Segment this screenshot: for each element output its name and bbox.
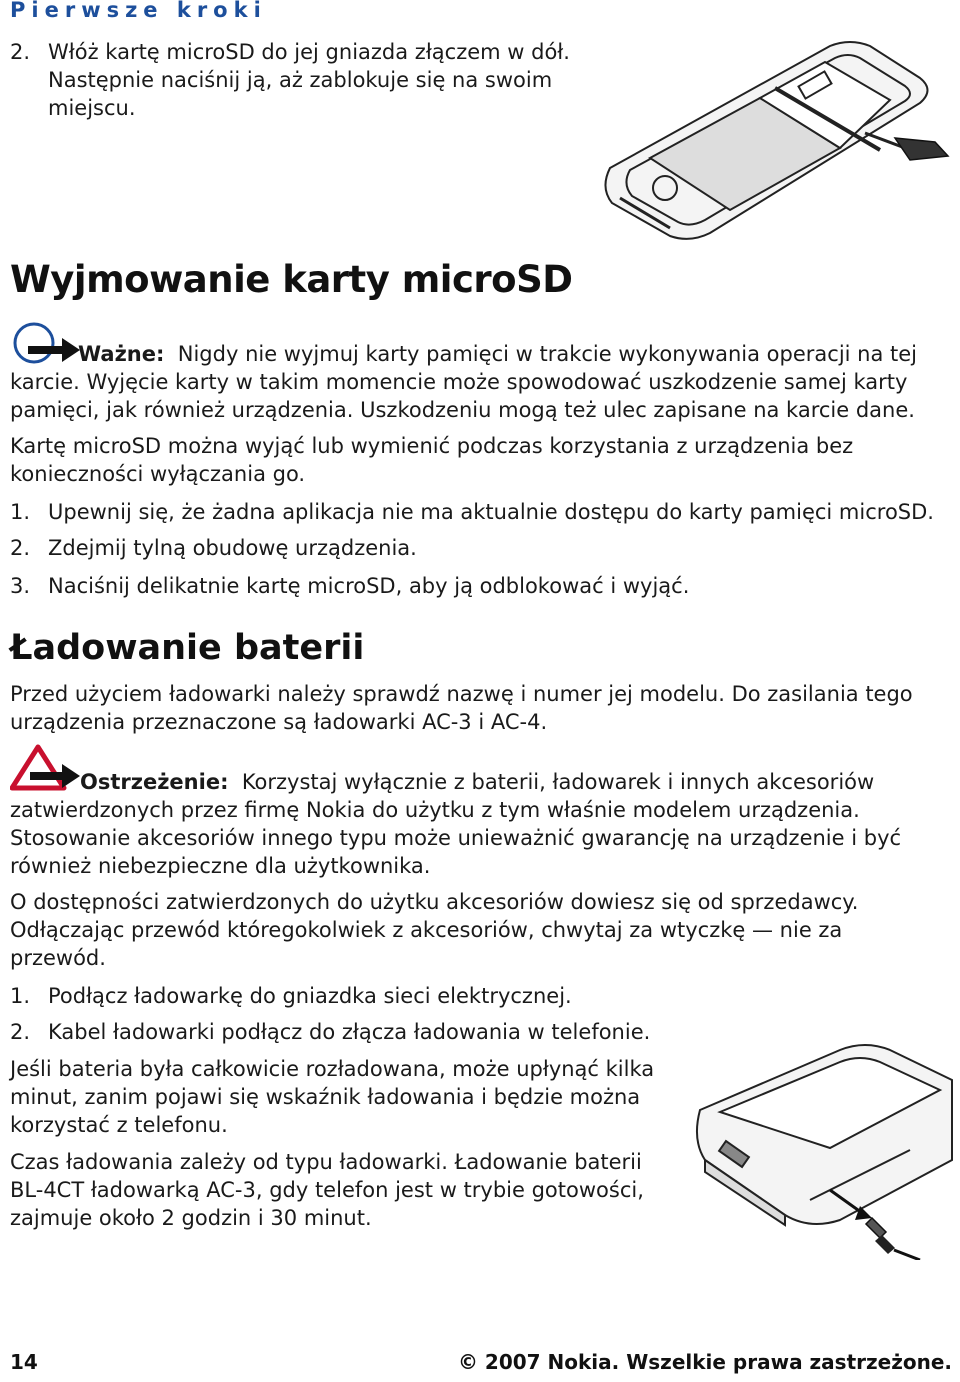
avail-line: O dostępności zatwierdzonych do użytku akcesoriów dowiesz się od sprzedawcy. <box>10 890 859 914</box>
step-line: miejscu. <box>48 96 136 120</box>
step-text: Naciśnij delikatnie kartę microSD, aby ją odblokować i wyjąć. <box>48 574 690 598</box>
step-number: 2. <box>10 536 31 560</box>
copyright: © 2007 Nokia. Wszelkie prawa zastrzeżone. <box>457 1350 952 1374</box>
step-text: Zdejmij tylną obudowę urządzenia. <box>48 536 417 560</box>
warning-note <box>80 768 874 796</box>
note-line: pamięci, jak również urządzenia. Uszkodzeniu mogą też ulec zapisane na karcie dane. <box>10 398 915 422</box>
section-title-remove: Wyjmowanie karty microSD <box>10 258 573 301</box>
warning-line: Stosowanie akcesoriów innego typu może unieważnić gwarancję na urządzenie i być <box>10 826 902 850</box>
warning-text: Korzystaj wyłącznie z baterii, ładowarek i innych akcesoriów <box>241 770 875 794</box>
warning-line: zatwierdzonych przez firmę Nokia do użytku z tym właśnie modelem urządzenia. <box>10 798 860 822</box>
time-line: zajmuje około 2 godzin i 30 minut. <box>10 1206 372 1230</box>
avail-line: Odłączając przewód któregokolwiek z akcesoriów, chwytaj za wtyczkę — nie za <box>10 918 843 942</box>
important-label: Ważne: <box>78 342 165 366</box>
empty-line: Jeśli bateria była całkowicie rozładowana, może upłynąć kilka <box>10 1057 655 1081</box>
charge-step <box>10 982 572 1010</box>
step-number: 2. <box>10 1020 31 1044</box>
avail-line: przewód. <box>10 946 106 970</box>
warning-line: również niebezpieczne dla użytkownika. <box>10 854 431 878</box>
important-icon <box>10 322 82 364</box>
note-line: karcie. Wyjęcie karty w takim momencie może spowodować uszkodzenie samej karty <box>10 370 908 394</box>
page-number: 14 <box>10 1350 38 1374</box>
intro-line: urządzenia przeznaczone są ładowarki AC-3 i AC-4. <box>10 710 548 734</box>
remove-step <box>10 534 417 562</box>
phone-microsd-illustration <box>590 38 960 248</box>
step-number: 3. <box>10 574 31 598</box>
para-line: konieczności wyłączania go. <box>10 462 306 486</box>
important-note <box>78 340 917 368</box>
step-number: 2. <box>10 40 31 64</box>
warning-icon <box>10 744 82 792</box>
step-line: Włóż kartę microSD do jej gniazda złączem w dół. <box>48 40 570 64</box>
step-number: 1. <box>10 984 31 1008</box>
time-line: Czas ładowania zależy od typu ładowarki. Ładowanie baterii <box>10 1150 642 1174</box>
step-text: Podłącz ładowarkę do gniazdka sieci elektrycznej. <box>48 984 572 1008</box>
empty-line: minut, zanim pojawi się wskaźnik ładowania i będzie można <box>10 1085 641 1109</box>
step-text: Kabel ładowarki podłącz do złącza ładowania w telefonie. <box>48 1020 651 1044</box>
para-line: Kartę microSD można wyjąć lub wymienić podczas korzystania z urządzenia bez <box>10 434 854 458</box>
phone-charger-illustration <box>690 1040 958 1260</box>
important-text: Nigdy nie wyjmuj karty pamięci w trakcie wykonywania operacji na tej <box>177 342 918 366</box>
empty-line: korzystać z telefonu. <box>10 1113 228 1137</box>
intro-line: Przed użyciem ładowarki należy sprawdź nazwę i numer jej modelu. Do zasilania tego <box>10 682 913 706</box>
section-title-charge: Ładowanie baterii <box>10 628 365 668</box>
remove-step <box>10 498 934 526</box>
insert-step <box>10 38 570 66</box>
step-line: Następnie naciśnij ją, aż zablokuje się na swoim <box>48 68 553 92</box>
charge-step <box>10 1018 650 1046</box>
section-header: Pierwsze kroki <box>10 0 267 22</box>
step-text: Upewnij się, że żadna aplikacja nie ma aktualnie dostępu do karty pamięci microSD. <box>48 500 934 524</box>
time-line: BL-4CT ładowarką AC-3, gdy telefon jest w trybie gotowości, <box>10 1178 644 1202</box>
remove-step <box>10 572 689 600</box>
warning-label: Ostrzeżenie: <box>80 770 229 794</box>
step-number: 1. <box>10 500 31 524</box>
